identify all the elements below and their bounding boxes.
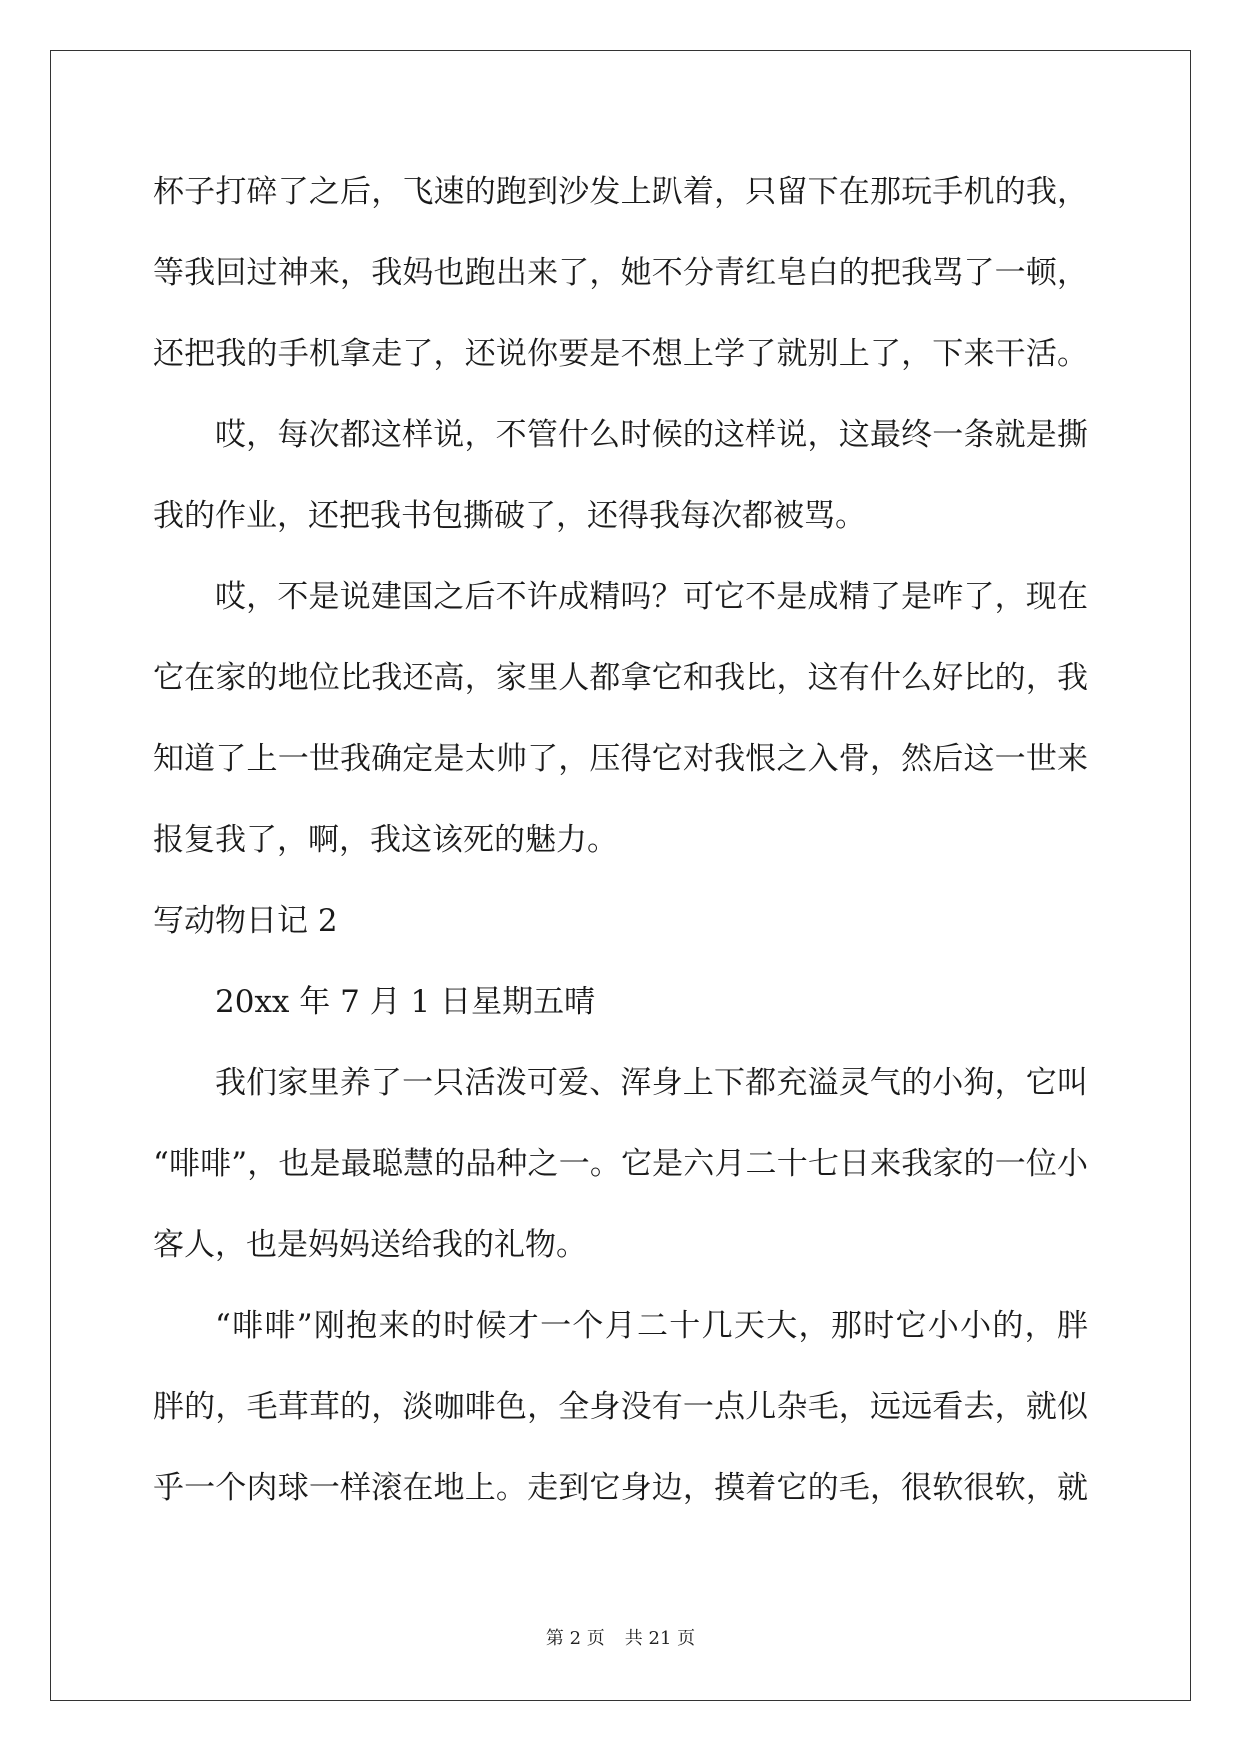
diary-date-line: 20xx 年 7 月 1 日星期五晴	[215, 984, 596, 1020]
section-title: 写动物日记 2	[153, 903, 338, 939]
text-line: 还把我的手机拿走了，还说你要是不想上学了就别上了，下来干活。	[153, 336, 1088, 372]
text-line: 客人，也是妈妈送给我的礼物。	[153, 1227, 587, 1263]
page-footer	[0, 1624, 1241, 1650]
paragraph-start-line: 哎，不是说建国之后不许成精吗？可它不是成精了是咋了，现在	[215, 579, 1088, 615]
paragraph-start-line: 我们家里养了一只活泼可爱、浑身上下都充溢灵气的小狗，它叫	[215, 1065, 1088, 1101]
document-body	[153, 165, 1088, 1542]
text-line: 它在家的地位比我还高，家里人都拿它和我比，这有什么好比的，我	[153, 660, 1088, 696]
text-line: 胖的，毛茸茸的，淡咖啡色，全身没有一点儿杂毛，远远看去，就似	[153, 1389, 1088, 1425]
text-line: 杯子打碎了之后，飞速的跑到沙发上趴着，只留下在那玩手机的我，	[153, 174, 1088, 210]
paragraph-start-line: 哎，每次都这样说，不管什么时候的这样说，这最终一条就是撕	[215, 417, 1088, 453]
text-line: 我的作业，还把我书包撕破了，还得我每次都被骂。	[153, 498, 866, 534]
page-number-total: 共 21 页	[624, 1628, 696, 1649]
page-number-current: 第 2 页	[545, 1628, 605, 1649]
text-line: 等我回过神来，我妈也跑出来了，她不分青红皂白的把我骂了一顿，	[153, 255, 1088, 291]
text-line: “啡啡”，也是最聪慧的品种之一。它是六月二十七日来我家的一位小	[153, 1146, 1088, 1182]
text-line: 报复我了，啊，我这该死的魅力。	[153, 822, 618, 858]
text-line: 乎一个肉球一样滚在地上。走到它身边，摸着它的毛，很软很软，就	[153, 1470, 1088, 1506]
text-line: 知道了上一世我确定是太帅了，压得它对我恨之入骨，然后这一世来	[153, 741, 1088, 777]
paragraph-start-line: “啡啡”刚抱来的时候才一个月二十几天大，那时它小小的，胖	[215, 1308, 1088, 1344]
